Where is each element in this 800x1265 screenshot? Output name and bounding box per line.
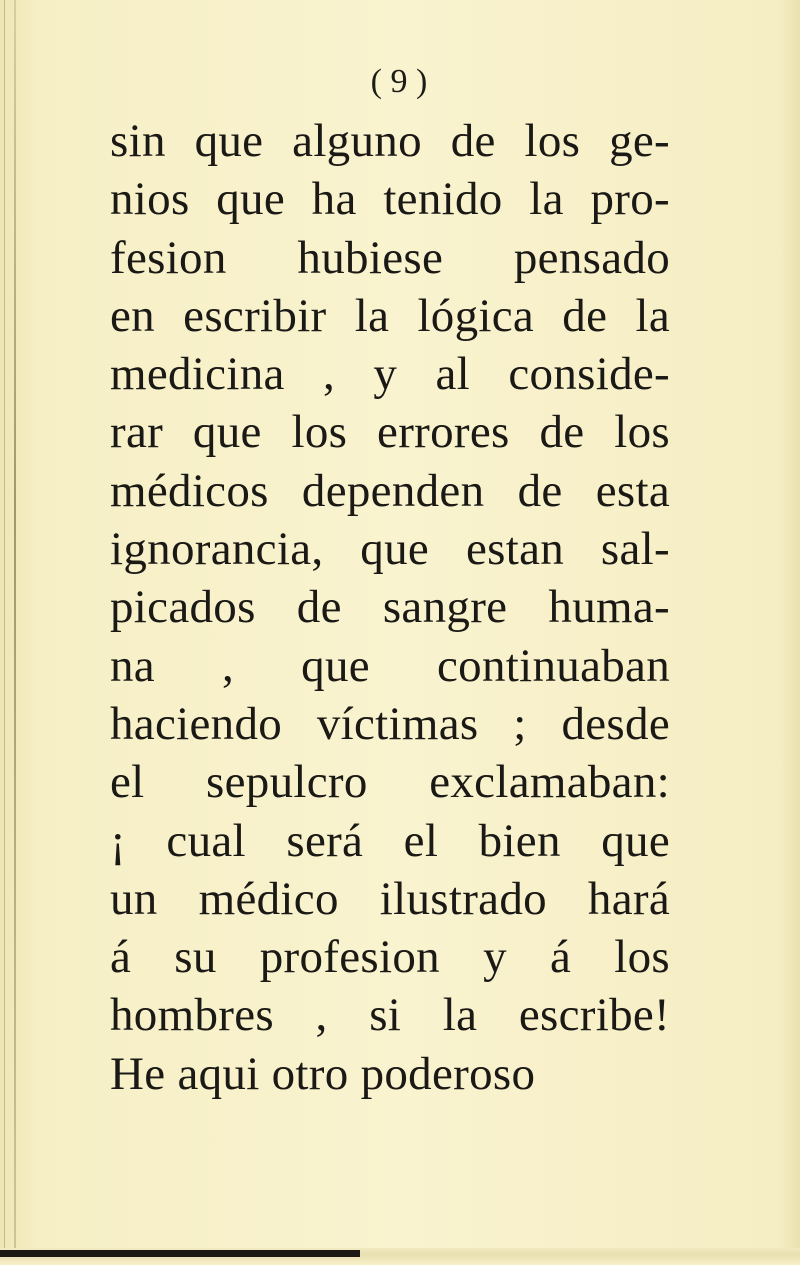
binding-edge-line [14,0,16,1265]
text-line-4: en escribir la lógica de la [110,289,670,342]
text-line-3: fesion hubiese pensado [110,231,670,284]
text-line-5: medicina , y al conside- [110,348,670,401]
text-line-8: ignorancia, que estan sal- [110,523,670,576]
body-text [110,112,670,1103]
binding-edge-shadow [4,0,5,1265]
text-line-11: haciendo víctimas ; desde [110,697,670,750]
text-line-6: rar que los errores de los [110,406,670,459]
text-line-1: sin que alguno de los ge- [110,115,670,167]
page-number: ( 9 ) [370,63,428,100]
text-line-13: ¡ cual será el bien que [110,814,670,867]
text-line-16: hombres , si la escribe! [110,989,670,1042]
text-line-9: picados de sangre huma- [110,581,670,634]
text-line-12: el sepulcro exclamaban: [110,756,670,809]
text-line-2: nios que ha tenido la pro- [110,173,670,226]
text-line-10: na , que continuaban [110,639,670,692]
text-line-7: médicos dependen de esta [110,464,670,517]
text-line-17: He aqui otro poderoso [110,1047,536,1100]
bottom-dark-rule [0,1250,360,1257]
text-line-14: un médico ilustrado hará [110,872,670,925]
text-line-15: á su profesion y á los [110,931,670,984]
